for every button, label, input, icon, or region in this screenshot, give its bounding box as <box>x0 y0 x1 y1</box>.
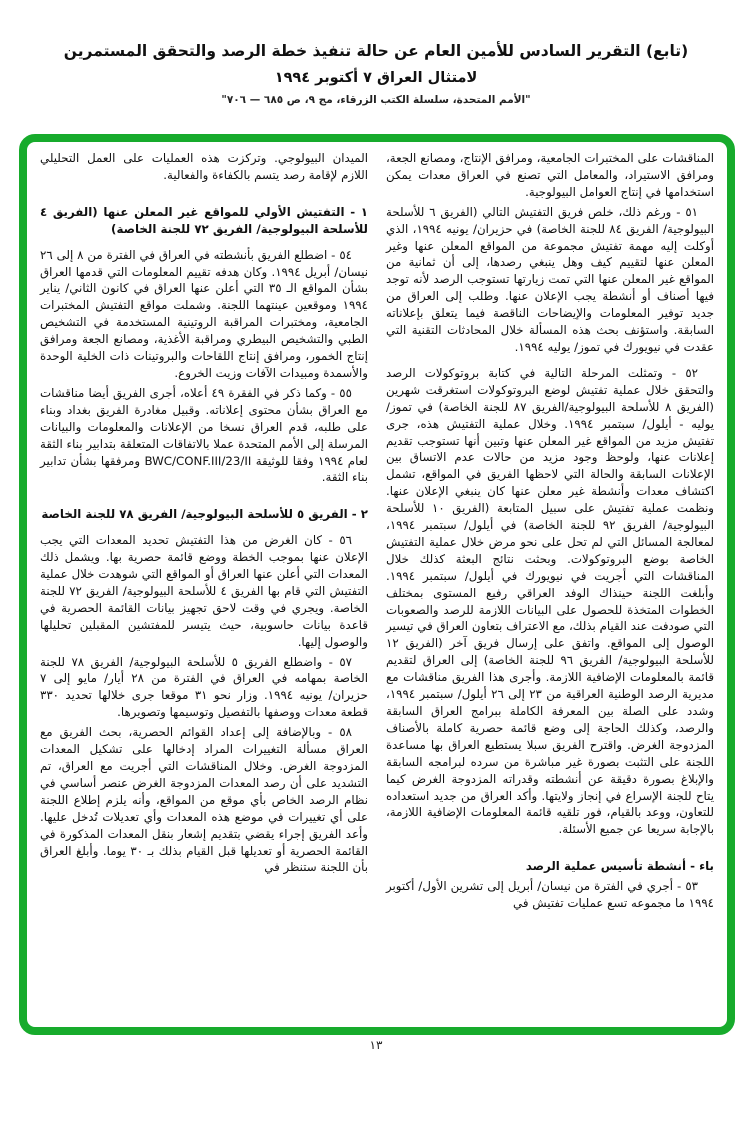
paragraph-57: ٥٧ - واضطلع الفريق ٥ للأسلحة البيولوجية/ الفريق ٧٨ للجنة الخاصة بمهامه في العراق في الفترة من ٢٨ أيار/ مايو إلى ٧ حزيران/ يونيه ١٩٩٤. وزار نحو ٣١ موقعا جرى خلالها تحديد ٣٣٠ قطعة معدات ووصفها بالتفصيل وتوسيمها وتصويرها. <box>40 654 368 720</box>
paragraph-53-continuation: الميدان البيولوجي. وتركزت هذه العمليات على العمل التحليلي اللازم لإقامة رصد يتسم بالكفاءة والفعالية. <box>40 151 368 182</box>
paragraph-58: ٥٨ - وبالإضافة إلى إعداد القوائم الحصرية، بحث الفريق مع العراق مسألة التغييرات المراد إدخالها على تشكيل المعدات المزدوجة الغرض. وخلال المناقشات التي أجريت مع العراق، تم التشديد على أن رصد المعدات المزدوجة الغرض عنصر أساسي في نظام الرصد الخاص بأي موقع من المواقع، وأنه يلزم إطلاع اللجنة على أي تغييرات في موضع هذه المعدات وأي تعديلات تُدخل عليها. وأعد الفريق إجراء يقضي بتقديم إشعار بنقل المعدات المذكورة في القائمة الحصرية أو تعديلها قبل القيام بذلك بـ ٣٠ يوما. وأبلغ العراق بأن اللجنة ستنظر في <box>40 725 368 875</box>
paragraph-56: ٥٦ - كان الغرض من هذا التفتيش تحديد المعدات التي يجب الإعلان عنها بموجب الخطة ووضع قائمة حصرية بها. ويشمل ذلك المعدات التي أعلن عنها العراق أو المواقع التي شوهدت خلال عملية التفتيش التي قام بها الفريق ٤ للأسلحة البيولوجية/ الفريق ٧٢ للجنة الخاصة. ويجري في وقت لاحق تجهيز بيانات القائمة الحصرية في قاعدة بيانات حاسوبية، حيث يتيسر للمفتشين المقبلين تحليلها والوصول إليها. <box>40 533 368 649</box>
green-border-frame <box>19 134 735 1035</box>
paragraph-continuation: المناقشات على المختبرات الجامعية، ومرافق الإنتاج، ومصانع الجعة، ومرافق الاستيراد، والمعامل التي تصنع في العراق معدات يمكن استخدامها في إنتاج العوامل البيولوجية. <box>386 151 714 199</box>
subsection-heading-1: ١ - التفتيش الأولي للمواقع غير المعلن عنها (الفريق ٤ للأسلحة البيولوجية/ الفريق ٧٢ للجنة الخاصة) <box>40 204 368 236</box>
paragraph-51: ٥١ - ورغم ذلك، خلص فريق التفتيش التالي (الفريق ٦ للأسلحة البيولوجية/ الفريق ٨٤ للجنة الخاصة) في حزيران/ يونيه ١٩٩٤، الذي أوكلت إليه مهمة تفتيش مجموعة من المواقع المعلن عنها وغير المعلن عنها لتقييم كيف وهل ينبغي رصدها، إلى أن ثمانية من المواقع غير المعلن عنها التي تمت زيارتها تستوجب الرصد لأنه توجد فيها أصناف أو أنشطة يجب الإعلان عنها. وطلب إلى العراق من جديد توفير المعلومات والإيضاحات الناقصة فيما يتعلق بإعلاناته السابقة. واستؤنف بحث هذه المسألة خلال المحادثات التقنية التي عقدت في نيويورك في تموز/ يوليه ١٩٩٤. <box>386 204 714 354</box>
column-right <box>386 150 714 1021</box>
subsection-heading-2: ٢ - الفريق ٥ للأسلحة البيولوجية/ الفريق ٧٨ للجنة الخاصة <box>41 507 368 522</box>
paragraph-53: ٥٣ - أجري في الفترة من نيسان/ أبريل إلى تشرين الأول/ أكتوبر ١٩٩٤ ما مجموعه تسع عمليات تفتيش في <box>386 879 714 911</box>
report-title-line2: لامتثال العراق ٧ أكتوبر ١٩٩٤ <box>274 70 478 87</box>
two-column-text-area <box>40 150 714 1021</box>
paragraph-55: ٥٥ - وكما ذكر في الفقرة ٤٩ أعلاه، أجرى الفريق أيضا مناقشات مع العراق بشأن محتوى إعلاناته. وقبيل مغادرة الفريق بغداد وبناء على طلبه، قدم العراق نسخا من الإعلانات والمعلومات والبيانات المرسلة إلى الأمم المتحدة عملا بالاتفاقات المتعلقة بتدابير بناء الثقة لعام ١٩٩٤ وفقا للوثيقة BWC/CONF.III/23/II ومرفقها بشأن تدابير بناء الثقة. <box>40 385 368 485</box>
source-citation: "الأمم المتحدة، سلسلة الكتب الزرقاء، مج ٩، ص ٦٨٥ — ٧٠٦" <box>221 94 531 107</box>
page-header <box>0 40 752 106</box>
paragraph-52: ٥٢ - وتمثلت المرحلة التالية في كتابة بروتوكولات الرصد والتحقق خلال عملية تفتيش لوضع البروتوكولات استغرقت شهرين (الفريق ٨ للأسلحة البيولوجية/الفريق ٨٧ للجنة الخاصة) في تموز/ يوليه - أيلول/ سبتمبر ١٩٩٤. وخلال عملية التفتيش هذه، جرى تفتيش مزيد من المواقع غير المعلن عنها وتبين أنها تستوجب تقديم إعلانات عنها، ولوحظ وجود مزيد من حالات عدم الاتساق بين الإعلانات السابقة والحالة التي لاحظها الفريق في المواقع، تشمل اكتشاف معدات وأنشطة غير معلن عنها كان ينبغي الإعلان عنها. ونظمت عملية تفتيش على سبيل المتابعة (الفريق ١٠ للأسلحة البيولوجية/ الفريق ٩٢ للجنة الخاصة) في أيلول/ سبتمبر ١٩٩٤، لمعالجة المسائل التي لم تحل على نحو مرض خلال عملية التفتيش الخاصة بوضع البروتوكولات. وبحثت نتائج البعثة كذلك خلال المناقشات التي أجريت في نيويورك في أيلول/ سبتمبر ١٩٩٤. وأبلغت اللجنة حينذاك الوفد العراقي رفيع المستوى بمختلف الخطوات المتخذة للحصول على البيانات اللازمة للرصد والصعوبات التي صودفت عند القيام بذلك، مع الاعتراف بتعاون العراق في تيسير الوصول إلى المواقع. واتفق على إرسال فريق آخر (الفريق ١٢ للأسلحة البيولوجية/ الفريق ٩٦ للجنة الخاصة) إلى العراق لتقديم قائمة بالمعلومات الإضافية اللازمة. وأجرى هذا الفريق مناقشات مع مديرية الرصد الوطنية العراقية من ٢٣ إلى ٢٦ أيلول/ سبتمبر ١٩٩٤، وشدد على الصلة بين المعرفة الكاملة ببرامج العراق السابقة والرصد، وكذلك الحاجة إلى وضع قائمة حصرية كاملة بالأصناف المزدوجة الغرض. واقترح الفريق سبلا يستطيع العراق بها مساعدة اللجنة على التثبت بصورة غير مباشرة من سرده لبرامجه السابقة والإبلاغ بصورة دقيقة عن أنشطته وقدراته المزدوجة الغرض كيما يتاح للجنة الإسراع في إنجاز ولايتها. وأكد العراق من جديد استعداده للتعاون، ووعد بالقيام، فور تلقيه قائمة المعلومات الإضافية اللازمة، بالإجابة سريعا عن جميع الأسئلة. <box>386 365 714 837</box>
page-number: ١٣ <box>369 1038 383 1052</box>
paragraph-54: ٥٤ - اضطلع الفريق بأنشطته في العراق في الفترة من ٨ إلى ٢٦ نيسان/ أبريل ١٩٩٤. وكان هدفه تقييم المعلومات التي قدمها العراق بشأن المواقع الـ ٣٥ التي أعلن عنها العراق في كانون الثاني/ يناير ١٩٩٤ وموقعين عينتهما اللجنة. وشملت مواقع التفتيش المختبرات الجامعية، ومختبرات المراقبة الروتينية المستخدمة في التشخيص الطبي والتشخيص البيطري ومراقبة الأغذية، ومصانع الجعة ومرافق إنتاج الخمور، ومرافق إنتاج اللقاحات والبروتينات ذات الخلية الوحدة والأسمدة ومبيدات الآفات وزيت الخروع. <box>40 247 369 380</box>
column-left <box>40 150 368 1021</box>
section-heading-baa: باء - أنشطة تأسيس عملية الرصد <box>525 859 714 874</box>
report-title-line1: (تابع) التقرير السادس للأمين العام عن حالة تنفيذ خطة الرصد والتحقق المستمرين <box>63 42 689 60</box>
